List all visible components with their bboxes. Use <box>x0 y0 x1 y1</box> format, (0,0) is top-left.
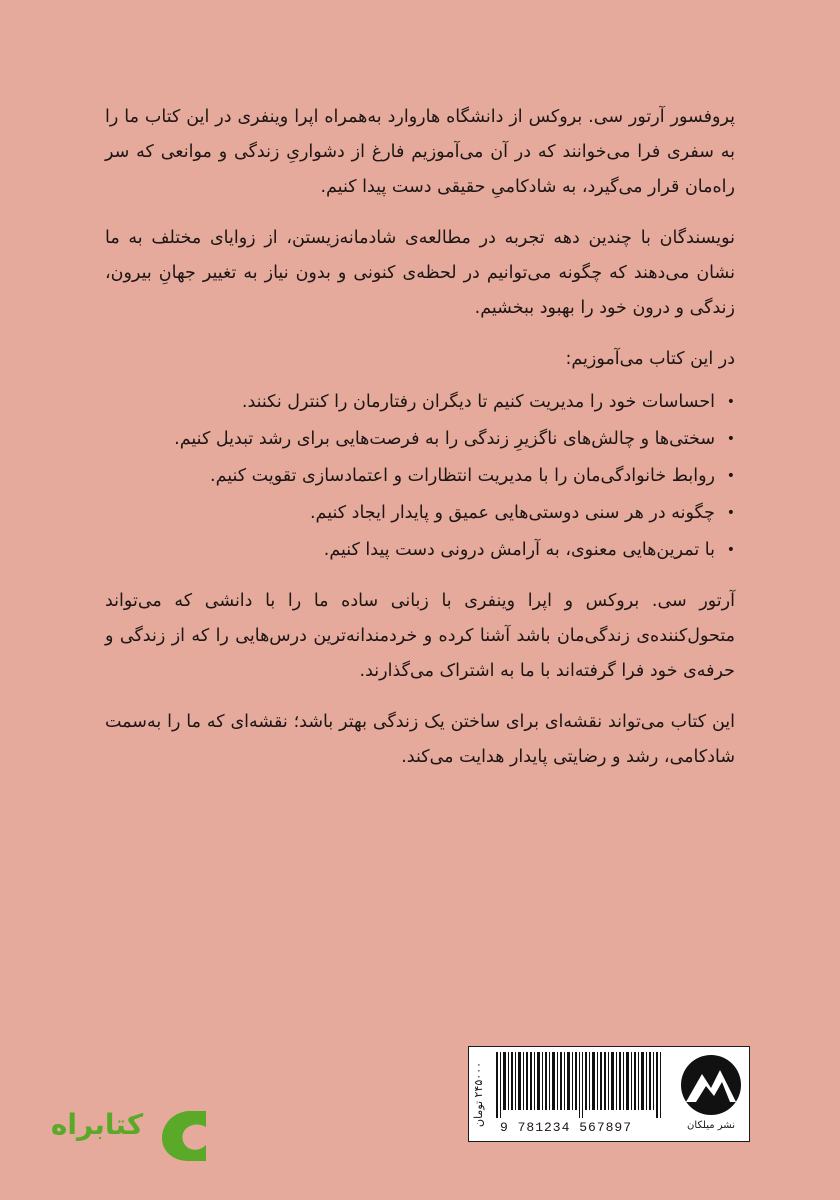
closing-paragraph: این کتاب می‌تواند نقشه‌ای برای ساختن یک زندگی بهتر باشد؛ نقشه‌ای که ما را به‌سمت شادکامی، رشد و رضایتی پایدار هدایت می‌کند. <box>105 712 735 767</box>
list-item <box>105 459 735 494</box>
list-item-text: احساسات خود را مدیریت کنیم تا دیگران رفتارمان را کنترل نکنند. <box>241 392 715 412</box>
list-item-text: چگونه در هر سنی دوستی‌هایی عمیق و پایدار ایجاد کنیم. <box>309 503 715 523</box>
learn-list-heading: در این کتاب می‌آموزیم: <box>565 349 735 369</box>
barcode-icon <box>496 1052 668 1118</box>
back-cover-text <box>105 100 735 791</box>
list-item <box>105 533 735 568</box>
isbn-number: 9 781234 567897 <box>500 1120 633 1135</box>
list-item-text: با تمرین‌هایی معنوی، به آرامش درونی دست پیدا کنیم. <box>323 540 715 560</box>
bullet-icon: • <box>726 431 735 447</box>
intro-paragraph: پروفسور آرتور سی. بروکس از دانشگاه هاروارد به‌همراه اپرا وینفری در این کتاب ما را به سفری فرا می‌خوانند که در آن می‌آموزیم فارغ از دشواریِ زندگی و موانعی که سر راه‌مان قرار می‌گیرد، به شادکامیِ حقیقی دست پیدا کنیم. <box>105 107 735 197</box>
bullet-icon: • <box>726 394 735 410</box>
price-label: ۲۴۵۰۰۰ تومان <box>472 1061 485 1127</box>
list-item-text: روابط خانوادگی‌مان را با مدیریت انتظارات و اعتمادسازی تقویت کنیم. <box>210 466 715 486</box>
ketabrah-name: کتابراه <box>50 1108 144 1141</box>
bullet-icon: • <box>726 542 735 558</box>
list-item <box>105 385 735 420</box>
list-item-text: سختی‌ها و چالش‌های ناگزیرِ زندگی را به فرصت‌هایی برای رشد تبدیل کنیم. <box>174 429 715 449</box>
learn-list <box>105 385 735 568</box>
list-item <box>105 422 735 457</box>
summary-paragraph: آرتور سی. بروکس و اپرا وینفری با زبانی ساده ما را با دانشی که می‌تواند متحول‌کننده‌ی زندگی‌مان باشد آشنا کرده و خردمندانه‌ترین درس‌هایی را که از زندگی و حرفه‌ی خود فرا گرفته‌اند با ما به اشتراک می‌گذارند. <box>105 591 735 681</box>
list-item <box>105 496 735 531</box>
bullet-icon: • <box>726 468 735 484</box>
bullet-icon: • <box>726 505 735 521</box>
authors-paragraph: نویسندگان با چندین دهه تجربه در مطالعه‌ی شادمانه‌زیستن، از زوایای مختلف به ما نشان می‌دهند که چگونه می‌توانیم در لحظه‌ی کنونی و بدون نیاز به تغییر جهانِ بیرون، زندگی و درون خود را بهبود ببخشیم. <box>105 228 735 318</box>
publisher-name: نشر میلکان <box>687 1120 735 1131</box>
